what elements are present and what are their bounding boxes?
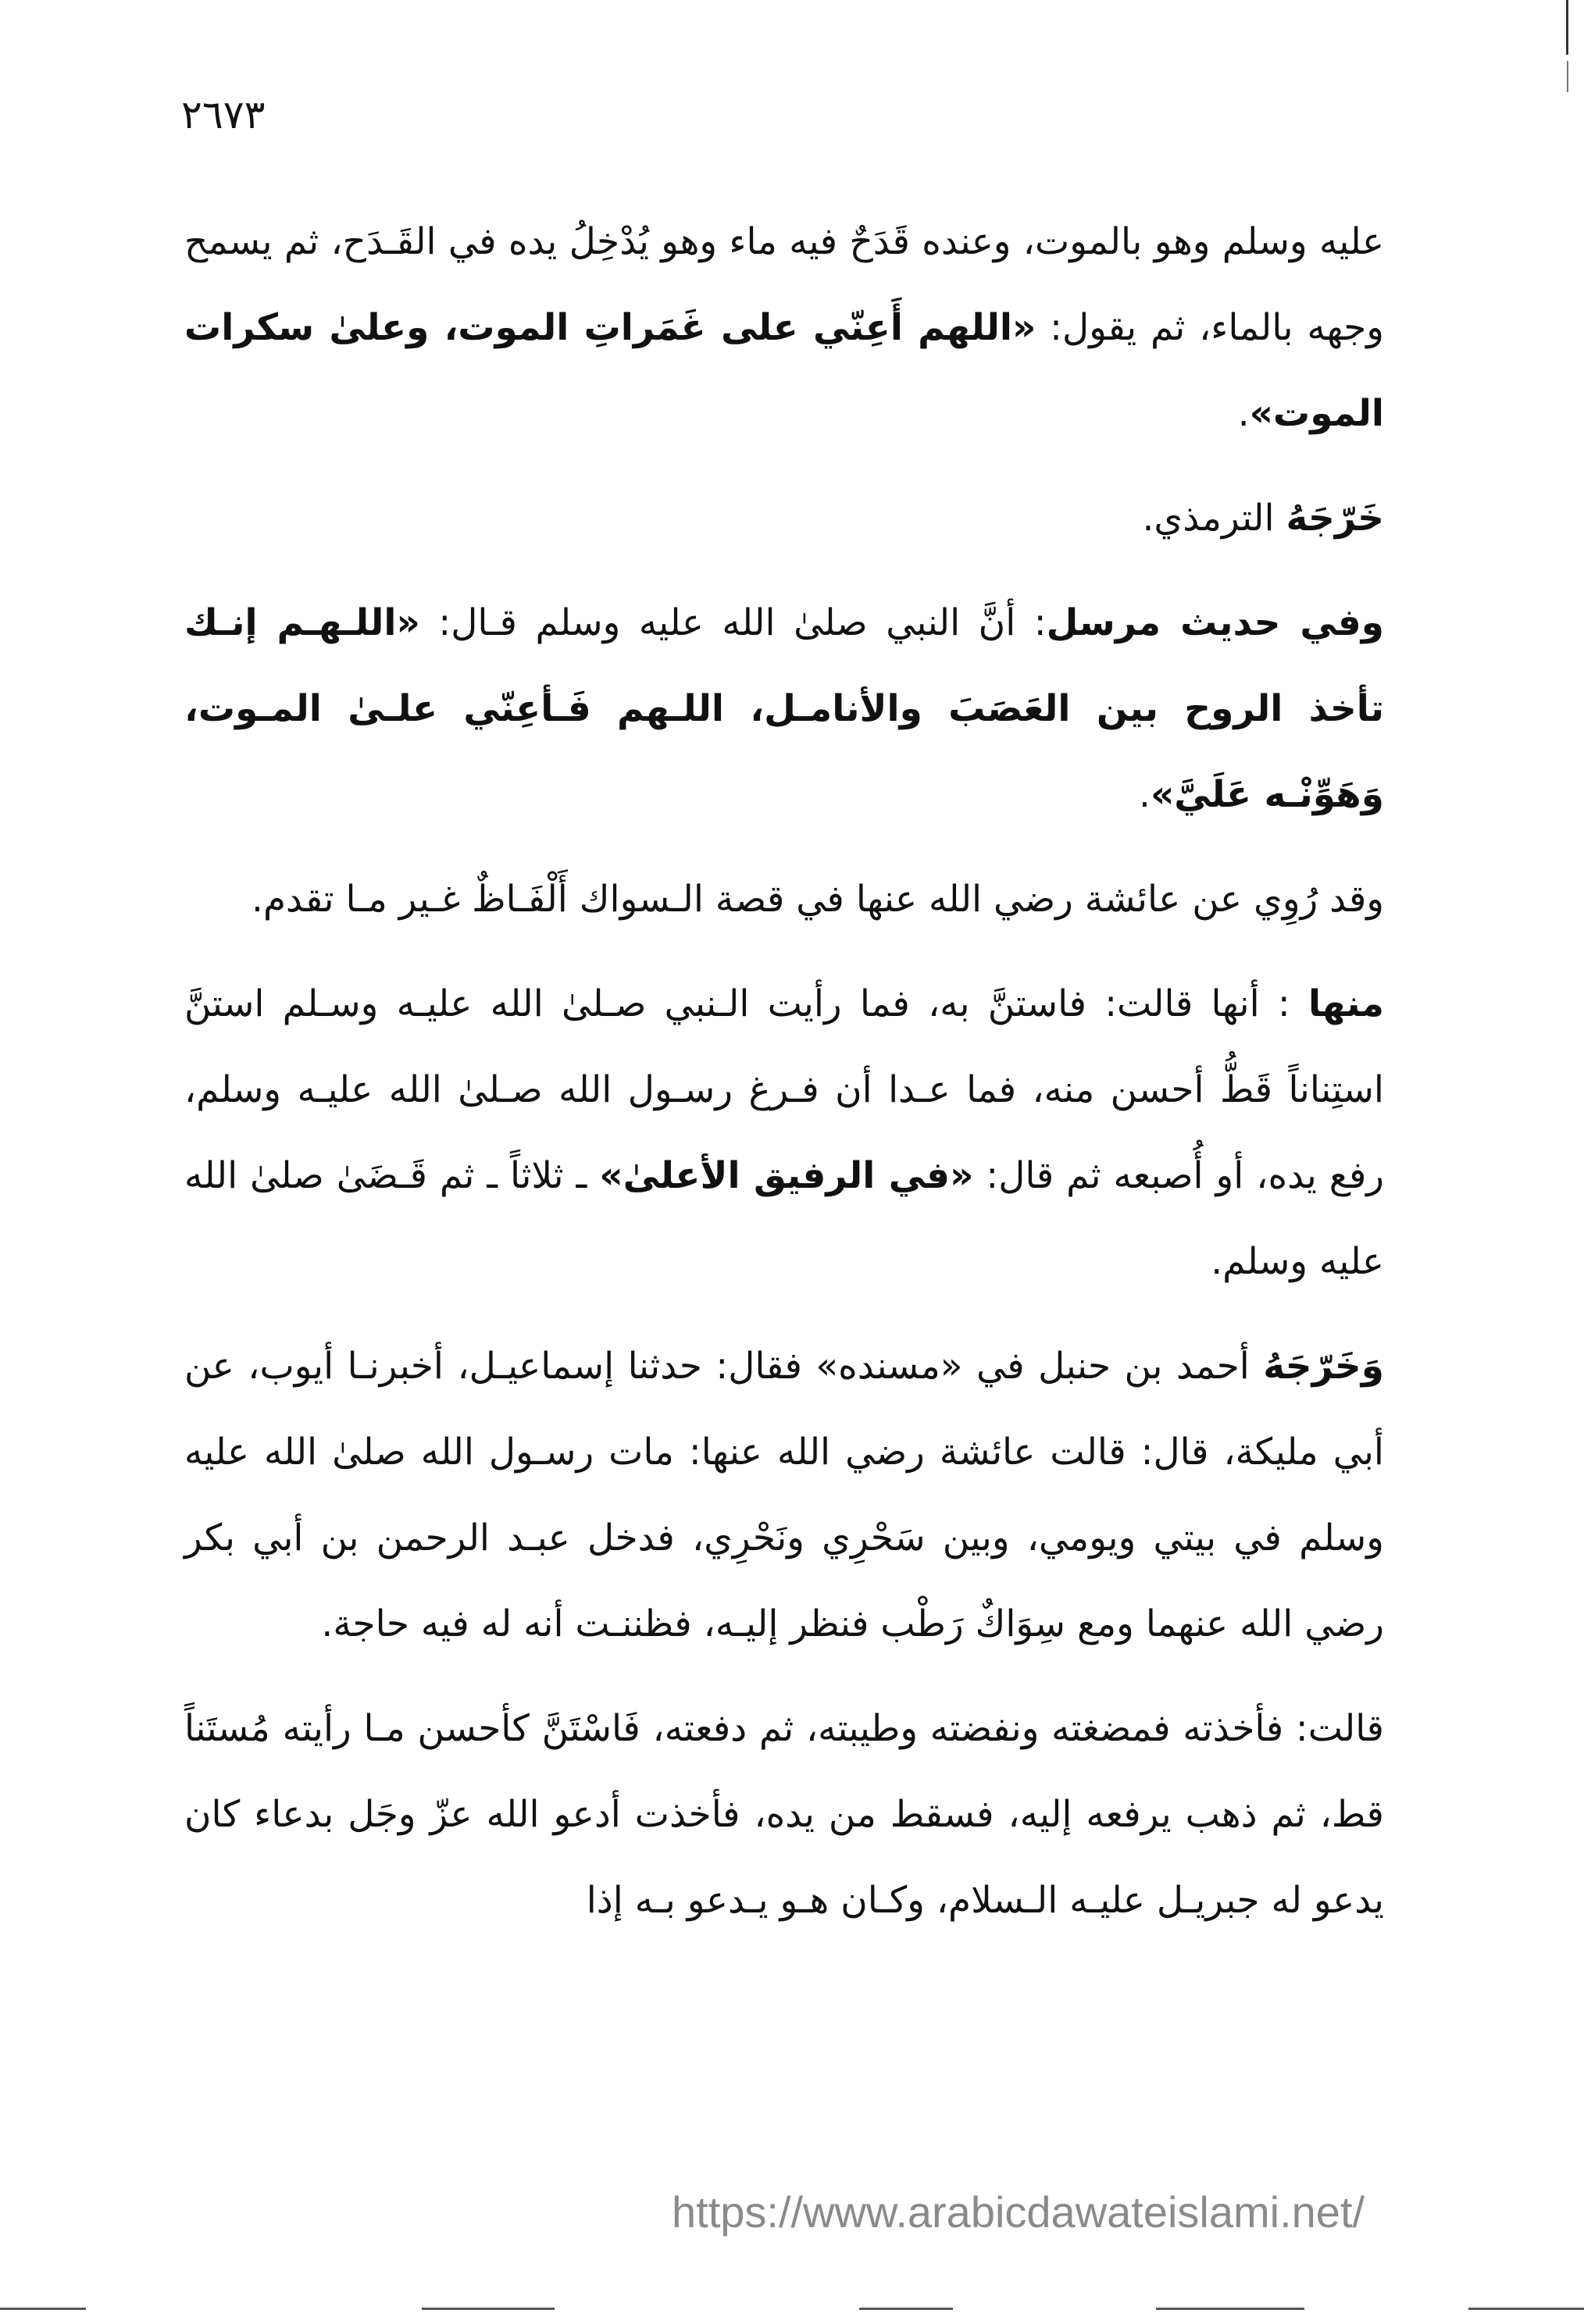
bold-text: خَرّجَهُ bbox=[1286, 497, 1384, 540]
text-segment: : أنها قالت: فاستنَّ به، فما رأيت الـنبي صـلىٰ الله عليـه وسـلم استنَّ استِناناً قَطُّ أحسن منه، فما عـدا أن فـرغ رسـول الله صـلىٰ الله عليـه وسلم، رفع يده، أو أُصبعه ثم قال: bbox=[184, 982, 1384, 1197]
text-segment: ـ ثلاثاً ـ ثم قَـضَىٰ صلىٰ الله عليه وسلم. bbox=[184, 1154, 1384, 1283]
paragraph bbox=[184, 1324, 1384, 1667]
paragraph bbox=[184, 199, 1384, 457]
paragraph bbox=[184, 580, 1384, 838]
paragraph bbox=[184, 1686, 1384, 1944]
edge-mark bbox=[1566, 0, 1568, 55]
bottom-rule bbox=[1468, 2308, 1584, 2310]
bold-text: «اللـهـم إنـك تأخذ الروح بين العَصَبَ والأنامـل، اللـهم فَـأعِنّي علـىٰ المـوت، وَهَوِّنْـه عَلَيَّ» bbox=[184, 601, 1384, 816]
text-segment: : أنَّ النبي صلىٰ الله عليه وسلم قـال: bbox=[419, 601, 1047, 644]
watermark-url[interactable]: https://www.arabicdawateislami.net/ bbox=[672, 2187, 1365, 2237]
bottom-rule bbox=[1156, 2308, 1304, 2310]
bold-text: «اللهم أَعِنّي على غَمَراتِ الموت، وعلىٰ سكرات الموت» bbox=[184, 306, 1384, 435]
text-segment: قالت: فأخذته فمضغته ونفضته وطيبته، ثم دفعته، فَاسْتَنَّ كأحسن مـا رأيته مُستَناً قط، ثم ذهب يرفعه إليه، فسقط من يده، فأخذت أدعو الله عزّ وجَل بدعاء كان يدعو له جبريـل عليـه الـسلام، وكـان هـو يـدعو بـه إذا bbox=[184, 1707, 1384, 1922]
paragraph bbox=[184, 857, 1384, 943]
text-segment: . bbox=[1237, 392, 1250, 435]
page-number: ٢٦٧٣ bbox=[181, 92, 266, 137]
bold-text: «في الرفيق الأعلىٰ» bbox=[599, 1154, 974, 1197]
paragraph bbox=[184, 961, 1384, 1305]
bottom-rule bbox=[422, 2308, 555, 2310]
text-segment: . bbox=[1138, 773, 1151, 816]
text-segment: عليه وسلم وهو بالموت، وعنده قَدَحٌ فيه ماء وهو يُدْخِلُ يده في القَـدَح، ثم يسمح وجهه بالماء، ثم يقول: bbox=[184, 220, 1384, 349]
bold-text: وَخَرّجَهُ bbox=[1263, 1345, 1384, 1388]
body-text bbox=[184, 199, 1384, 1944]
text-segment: وقد رُوِي عن عائشة رضي الله عنها في قصة الـسواك أَلْفَـاظٌ غـير مـا تقدم. bbox=[252, 878, 1384, 921]
bottom-rule bbox=[0, 2308, 86, 2310]
edge-mark bbox=[1567, 61, 1568, 92]
text-segment: الترمذي. bbox=[1142, 497, 1286, 540]
bold-text: وفي حديث مرسل bbox=[1046, 601, 1384, 644]
bold-text: منها bbox=[1308, 982, 1384, 1025]
paragraph bbox=[184, 476, 1384, 561]
text-segment: أحمد بن حنبل في «مسنده» فقال: حدثنا إسماعيـل، أخبرنـا أيوب، عن أبي مليكة، قال: قالت عائشة رضي الله عنها: مات رسـول الله صلىٰ الله عليه وسلم في بيتي ويومي، وبين سَحْرِي ونَحْرِي، فدخل عبـد الرحمن بن أبي بكر رضي الله عنهما ومع سِوَاكٌ رَطْب فنظر إليـه، فظننـت أنه له فيه حاجة. bbox=[184, 1345, 1384, 1645]
bottom-rule bbox=[859, 2308, 953, 2310]
